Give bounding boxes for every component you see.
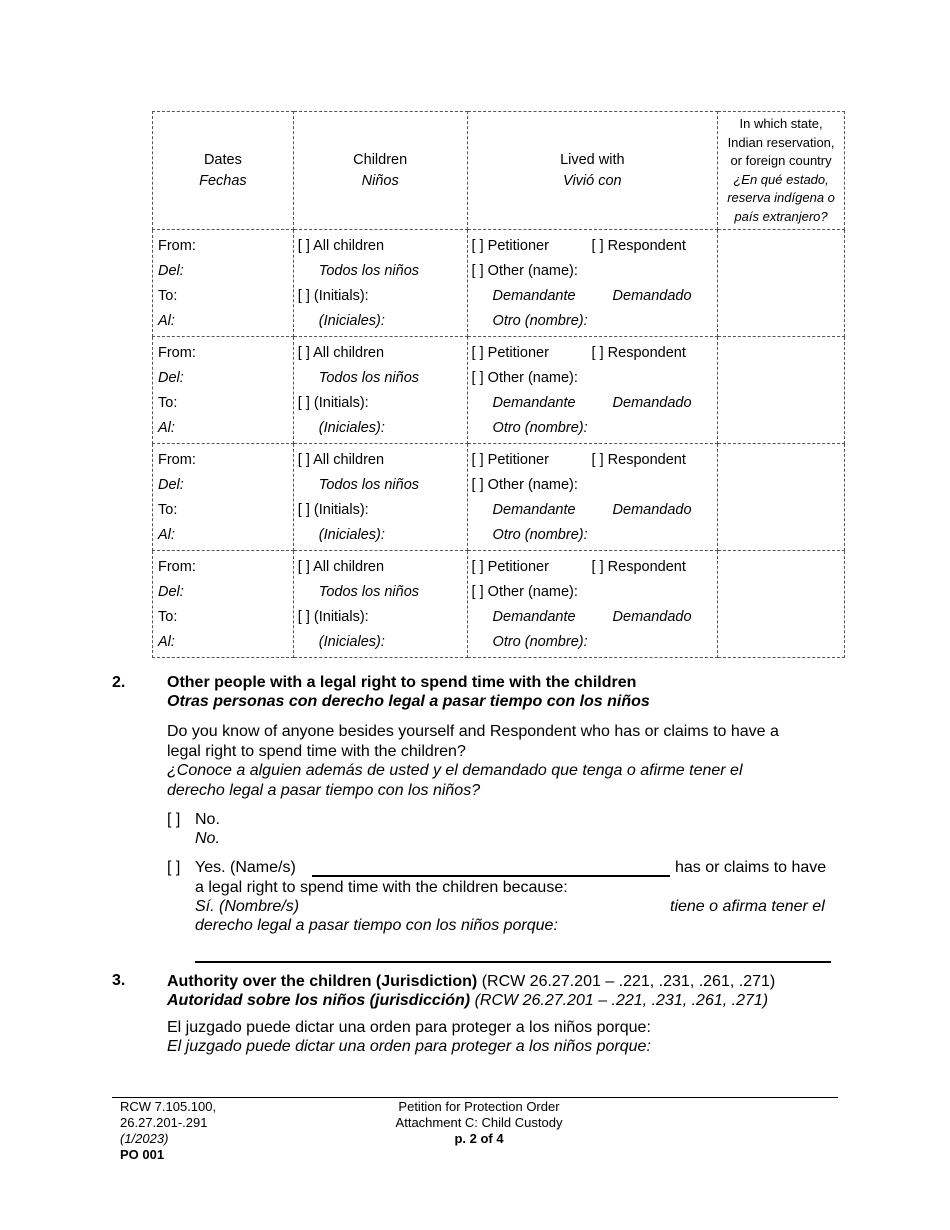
all-children-checkbox[interactable]: [ ] All children	[297, 559, 385, 575]
yes-label-line2: a legal right to spend time with the children because:	[195, 879, 568, 896]
other-name-checkbox[interactable]: [ ] Other (name):	[471, 584, 578, 600]
table-row	[153, 444, 845, 551]
yes-checkbox[interactable]: [ ]	[167, 859, 181, 876]
children-cell: [ ] All children Todos los niños [ ] (Initials): (Iniciales):	[293, 337, 467, 444]
other-name-checkbox[interactable]: [ ] Other (name):	[471, 477, 578, 493]
initials-checkbox[interactable]: [ ] (Initials):	[297, 502, 369, 518]
dates-cell[interactable]: From: Del: To: Al:	[153, 230, 294, 337]
yes-names-input-line[interactable]	[312, 875, 670, 877]
initials-checkbox[interactable]: [ ] (Initials):	[297, 395, 369, 411]
respondent-checkbox[interactable]: [ ] Respondent	[591, 452, 686, 468]
header-state: In which state, Indian reservation, or foreign country ¿En qué estado, reserva indígena o país extranjero?	[718, 112, 845, 230]
table-row	[153, 337, 845, 444]
respondent-checkbox[interactable]: [ ] Respondent	[591, 559, 686, 575]
yes-label-es: Sí. (Nombre/s)	[195, 898, 300, 915]
dates-cell[interactable]: From: Del: To: Al:	[153, 337, 294, 444]
section-2-question: Do you know of anyone besides yourself and Respondent who has or claims to have a legal right to spend time with the children? ¿Conoce a alguien además de usted y el demandado que tenga o afirme tener el derecho legal a pasar tiempo con los niños?	[167, 723, 779, 799]
lived-with-cell: [ ] Petitioner [ ] Respondent [ ] Other (name): Demandante Demandado Otro (nombre):	[467, 230, 718, 337]
section-3-text-es: El juzgado puede dictar una orden para proteger a los niños porque:	[167, 1038, 651, 1055]
page-number: p. 2 of 4	[454, 1131, 504, 1146]
section-3-text: El juzgado puede dictar una orden para proteger a los niños porque:	[167, 1019, 651, 1036]
residence-history-table	[152, 111, 845, 658]
initials-checkbox[interactable]: [ ] (Initials):	[297, 609, 369, 625]
state-cell[interactable]	[718, 444, 845, 551]
section-2-title-es: Otras personas con derecho legal a pasar tiempo con los niños	[167, 693, 650, 710]
other-name-checkbox[interactable]: [ ] Other (name):	[471, 263, 578, 279]
header-lived-with: Lived with Vivió con	[467, 112, 718, 230]
header-children: Children Niños	[293, 112, 467, 230]
footer-center: Petition for Protection Order Attachment C: Child Custody p. 2 of 4	[329, 1099, 629, 1147]
state-cell[interactable]	[718, 230, 845, 337]
section-3-number: 3.	[112, 972, 126, 989]
section-3-title-es: Autoridad sobre los niños (jurisdicción) (RCW 26.27.201 – .221, .231, .261, .271)	[167, 992, 769, 1009]
lived-with-cell: [ ] Petitioner [ ] Respondent [ ] Other (name): Demandante Demandado Otro (nombre):	[467, 444, 718, 551]
header-dates: Dates Fechas	[153, 112, 294, 230]
children-cell: [ ] All children Todos los niños [ ] (Initials): (Iniciales):	[293, 551, 467, 658]
initials-checkbox[interactable]: [ ] (Initials):	[297, 288, 369, 304]
petitioner-checkbox[interactable]: [ ] Petitioner	[471, 559, 549, 575]
section-2-number: 2.	[112, 674, 126, 691]
table-row	[153, 551, 845, 658]
respondent-checkbox[interactable]: [ ] Respondent	[591, 238, 686, 254]
table-row	[153, 230, 845, 337]
state-cell[interactable]	[718, 337, 845, 444]
no-checkbox[interactable]: [ ]	[167, 811, 181, 828]
all-children-checkbox[interactable]: [ ] All children	[297, 452, 385, 468]
footer-left: RCW 7.105.100, 26.27.201-.291 (1/2023) PO 001	[120, 1099, 217, 1162]
respondent-checkbox[interactable]: [ ] Respondent	[591, 345, 686, 361]
yes-label-es-line2: derecho legal a pasar tiempo con los niños porque:	[195, 917, 558, 934]
lived-with-cell: [ ] Petitioner [ ] Respondent [ ] Other (name): Demandante Demandado Otro (nombre):	[467, 551, 718, 658]
because-input-line[interactable]	[195, 961, 831, 963]
children-cell: [ ] All children Todos los niños [ ] (Initials): (Iniciales):	[293, 230, 467, 337]
all-children-checkbox[interactable]: [ ] All children	[297, 345, 385, 361]
petitioner-checkbox[interactable]: [ ] Petitioner	[471, 238, 549, 254]
children-cell: [ ] All children Todos los niños [ ] (Initials): (Iniciales):	[293, 444, 467, 551]
all-children-checkbox[interactable]: [ ] All children	[297, 238, 385, 254]
footer-rule	[112, 1097, 838, 1098]
no-label-es: No.	[195, 830, 220, 847]
other-name-checkbox[interactable]: [ ] Other (name):	[471, 370, 578, 386]
dates-cell[interactable]: From: Del: To: Al:	[153, 551, 294, 658]
yes-claims-label: has or claims to have	[675, 859, 827, 876]
no-label: No.	[195, 811, 220, 828]
petitioner-checkbox[interactable]: [ ] Petitioner	[471, 345, 549, 361]
petitioner-checkbox[interactable]: [ ] Petitioner	[471, 452, 549, 468]
lived-with-cell: [ ] Petitioner [ ] Respondent [ ] Other (name): Demandante Demandado Otro (nombre):	[467, 337, 718, 444]
form-number: PO 001	[120, 1147, 165, 1162]
state-cell[interactable]	[718, 551, 845, 658]
dates-cell[interactable]: From: Del: To: Al:	[153, 444, 294, 551]
section-2-title: Other people with a legal right to spend time with the children	[167, 674, 637, 691]
table-header-row	[153, 112, 845, 230]
yes-claims-label-es: tiene o afirma tener el	[670, 898, 825, 915]
section-3-title: Authority over the children (Jurisdiction) (RCW 26.27.201 – .221, .231, .261, .271)	[167, 973, 776, 990]
yes-label: Yes. (Name/s)	[195, 859, 296, 876]
